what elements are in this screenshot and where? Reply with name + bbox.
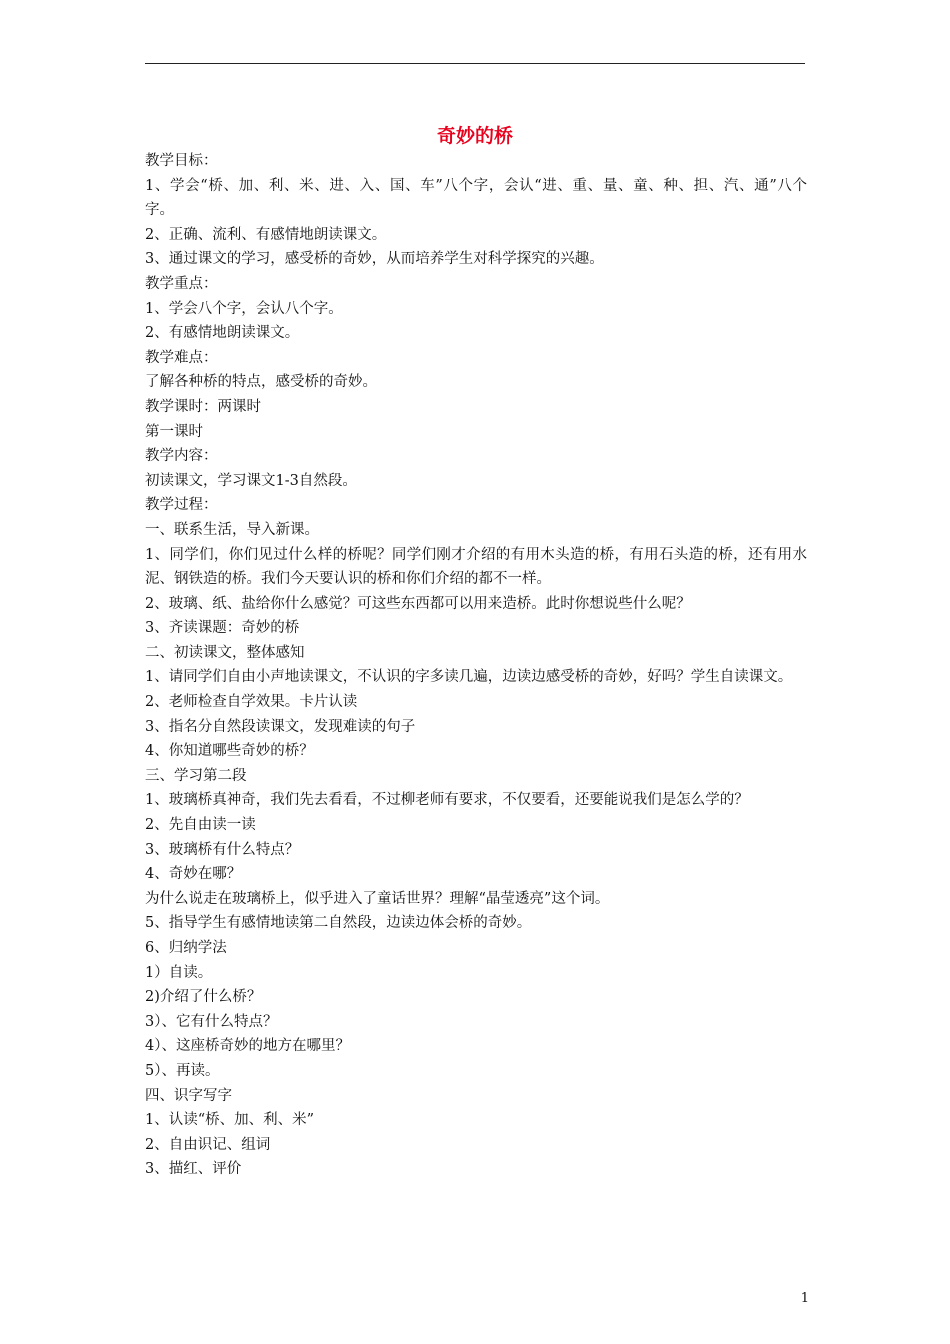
body-line: 3、指名分自然段读课文，发现难读的句子 (145, 718, 416, 735)
body-line: 2、先自由读一读 (145, 817, 256, 834)
body-line: 1、玻璃桥真神奇，我们先去看看，不过柳老师有要求，不仅要看，还要能说我们是怎么学的？ (145, 792, 749, 809)
body-line: 3、玻璃桥有什么特点？ (145, 841, 300, 858)
body-line: 2、有感情地朗读课文。 (145, 325, 300, 342)
body-line: 1、认读“桥、加、利、米” (145, 1112, 315, 1129)
body-line: 1）自读。 (145, 964, 213, 981)
body-line: 教学过程： (145, 497, 218, 514)
body-line: 初读课文，学习课文1-3自然段。 (145, 472, 357, 489)
body-line: 2、玻璃、纸、盐给你什么感觉？可这些东西都可以用来造桥。此时你想说些什么呢？ (145, 595, 691, 612)
body-line: 了解各种桥的特点，感受桥的奇妙。 (145, 374, 377, 391)
body-line: 二、初读课文，整体感知 (145, 644, 305, 661)
body-line: 一、联系生活，导入新课。 (145, 521, 319, 538)
body-line: 4）、这座桥奇妙的地方在哪里？ (145, 1038, 350, 1055)
body-line: 四、识字写字 (145, 1087, 232, 1104)
body-line: 2、自由识记、组词 (145, 1136, 271, 1153)
body-line: 1、学会“桥、加、利、米、进、入、国、车”八个字，会认“进、重、量、童、种、担、汽、通”八个字。 (145, 177, 807, 219)
body-line: 教学重点： (145, 275, 218, 292)
body-line: 4、你知道哪些奇妙的桥？ (145, 743, 314, 760)
page-number: 1 (800, 1291, 809, 1306)
body-line: 1、学会八个字，会认八个字。 (145, 300, 343, 317)
body-line: 教学课时：两课时 (145, 398, 261, 415)
body-line: 教学难点： (145, 349, 218, 366)
body-line: 3）、它有什么特点？ (145, 1013, 278, 1030)
document-body (145, 149, 807, 1182)
body-line: 3、描红、评价 (145, 1161, 242, 1178)
body-line: 为什么说走在玻璃桥上，似乎进入了童话世界？理解“晶莹透亮”这个词。 (145, 890, 610, 907)
body-line: 1、请同学们自由小声地读课文，不认识的字多读几遍，边读边感受桥的奇妙，好吗？学生自读课文。 (145, 669, 793, 686)
body-line: 3、通过课文的学习，感受桥的奇妙，从而培养学生对科学探究的兴趣。 (145, 251, 604, 268)
body-line: 教学内容： (145, 448, 218, 465)
body-line: 三、学习第二段 (145, 767, 247, 784)
body-line: 6、归纳学法 (145, 940, 227, 956)
body-line: 3、齐读课题：奇妙的桥 (145, 620, 300, 637)
document-title: 奇妙的桥 (436, 125, 513, 147)
header-rule (145, 63, 805, 64)
body-line: 5、指导学生有感情地读第二自然段，边读边体会桥的奇妙。 (145, 915, 532, 932)
body-line: 2、正确、流利、有感情地朗读课文。 (145, 226, 387, 243)
body-line: 5）、再读。 (145, 1062, 220, 1079)
body-line: 第一课时 (145, 423, 203, 440)
body-line: 教学目标： (145, 153, 218, 169)
body-line: 2)介绍了什么桥？ (145, 989, 262, 1006)
body-line: 2、老师检查自学效果。卡片认读 (145, 694, 358, 711)
body-line: 4、奇妙在哪？ (145, 866, 242, 883)
body-line: 1、同学们，你们见过什么样的桥呢？同学们刚才介绍的有用木头造的桥，有用石头造的桥，还有用水泥、钢铁造的桥。我们今天要认识的桥和你们介绍的都不一样。 (145, 546, 807, 588)
